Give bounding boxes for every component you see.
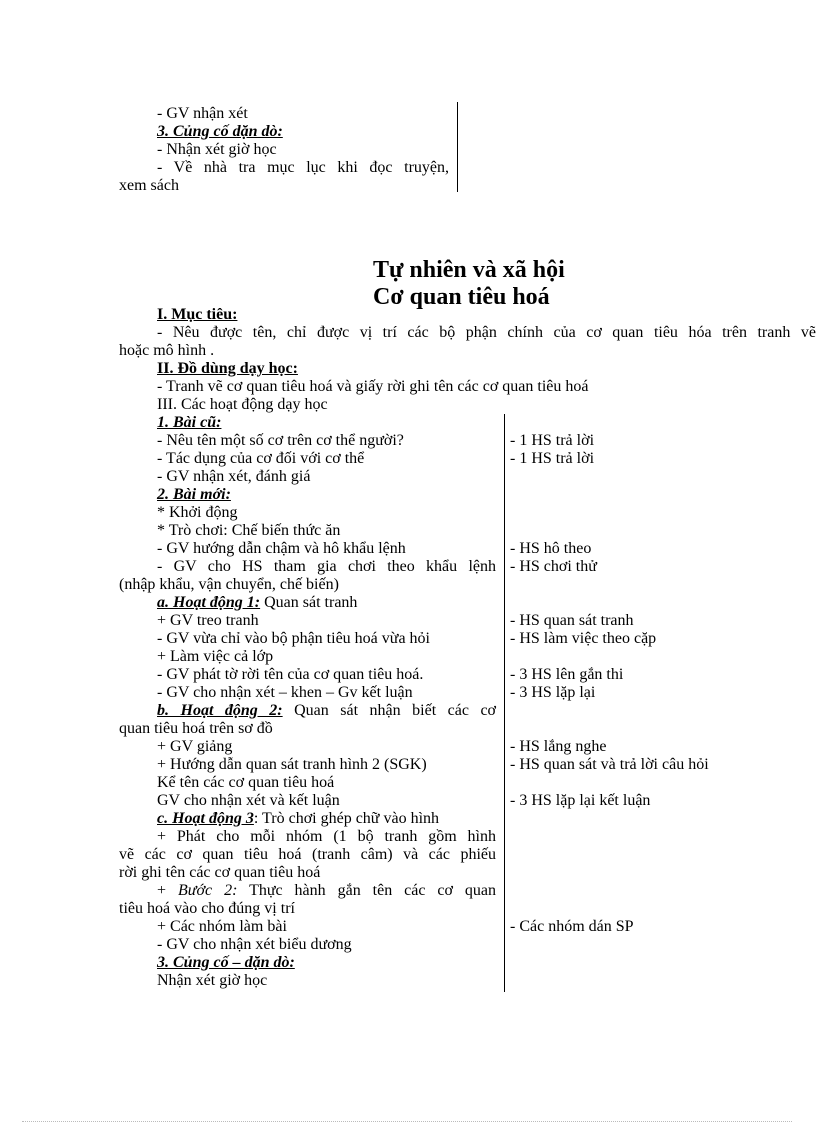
teacher-line: - GV nhận xét, đánh giá [157,468,311,485]
student-line: - 1 HS trả lời [510,450,595,467]
objectives-line-1: - Nêu được tên, chỉ được vị trí các bộ phận chính của cơ quan tiêu hóa trên tranh vẽ [157,324,816,341]
teacher-line: rời ghi tên các cơ quan tiêu hoá [119,864,321,881]
teacher-line: - GV cho HS tham gia chơi theo khẩu lệnh [157,558,496,575]
teacher-line: + Các nhóm làm bài [157,918,287,935]
teacher-line: * Trò chơi: Chế biến thức ăn [157,522,341,539]
student-line: - 1 HS trả lời [510,432,595,449]
teacher-line: - GV phát tờ rời tên của cơ quan tiêu hoá. [157,666,424,683]
teacher-line: + Hướng dẫn quan sát tranh hình 2 (SGK) [157,756,427,773]
step-2-label: Bước 2: [177,882,238,899]
teacher-line: Nhận xét giờ học [157,972,268,989]
teacher-line: - Nêu tên một số cơ trên cơ thể người? [157,432,404,449]
student-line: - 3 HS lặp lại kết luận [510,792,651,809]
lesson-title: Cơ quan tiêu hoá [373,284,550,310]
teacher-line: + Phát cho mỗi nhóm (1 bộ tranh gồm hình [157,828,496,845]
top-line-4: - Về nhà tra mục lục khi đọc truyện, [157,159,449,176]
activity-2-text: Quan sát nhận biết các cơ [282,702,497,719]
teacher-line: (nhập khẩu, vận chuyển, chế biến) [119,576,339,593]
student-line: - HS quan sát tranh [510,612,634,629]
teacher-line [157,810,439,828]
teacher-line: - Tác dụng của cơ đối với cơ thể [157,450,365,467]
teacher-line: tiêu hoá vào cho đúng vị trí [119,900,295,917]
top-line-1: - GV nhận xét [157,105,248,122]
top-line-5: xem sách [119,177,179,194]
student-line: - HS làm việc theo cặp [510,630,657,647]
teacher-line: 2. Bài mới: [157,486,231,503]
teacher-line: + GV giảng [157,738,233,755]
top-column-divider [457,102,458,192]
teacher-line: - GV vừa chỉ vào bộ phận tiêu hoá vừa hỏi [157,630,430,647]
teacher-line: + Làm việc cả lớp [157,648,274,665]
objectives-line-2: hoặc mô hình . [119,342,215,359]
materials-line-1: - Tranh vẽ cơ quan tiêu hoá và giấy rời ghi tên các cơ quan tiêu hoá [157,378,589,395]
student-line: - HS lắng nghe [510,738,607,755]
student-line: - 3 HS lên gắn thi [510,666,624,683]
teacher-line: Kể tên các cơ quan tiêu hoá [157,774,335,791]
teacher-line: quan tiêu hoá trên sơ đồ [119,720,273,737]
table-column-divider [504,414,505,992]
top-heading: 3. Củng cố dặn dò: [157,123,283,140]
objectives-heading: I. Mục tiêu: [157,306,238,323]
teacher-line: vẽ các cơ quan tiêu hoá (tranh câm) và các phiếu [119,846,496,863]
teacher-line [157,702,496,720]
activity-1-label: a. Hoạt động 1: [157,594,261,611]
page-bottom-border [22,1121,792,1122]
student-line: - HS hô theo [510,540,592,557]
student-line: - HS quan sát và trả lời câu hỏi [510,756,709,773]
student-line: - HS chơi thử [510,558,597,575]
subject-title: Tự nhiên và xã hội [373,257,565,283]
teacher-line: - GV cho nhận xét biểu dương [157,936,352,953]
activity-2-label: b. Hoạt động 2: [157,702,283,719]
activities-heading: III. Các hoạt động dạy học [157,396,328,413]
teacher-line [157,594,357,612]
teacher-line: 3. Củng cố – dặn dò: [157,954,295,971]
teacher-line: GV cho nhận xét và kết luận [157,792,340,809]
teacher-line: + GV treo tranh [157,612,259,629]
student-line: - 3 HS lặp lại [510,684,596,701]
teacher-line: 1. Bài cũ: [157,414,222,431]
step-2-prefix: + [157,882,178,899]
teacher-line: - GV hướng dẫn chậm và hô khẩu lệnh [157,540,406,557]
activity-3-text: : Trò chơi ghép chữ vào hình [253,810,440,827]
student-line: - Các nhóm dán SP [510,918,634,935]
teacher-line [157,882,496,900]
activity-1-text: Quan sát tranh [260,594,358,611]
teacher-line: * Khởi động [157,504,238,521]
materials-heading: II. Đồ dùng dạy học: [157,360,298,377]
teacher-line: - GV cho nhận xét – khen – Gv kết luận [157,684,413,701]
top-line-3: - Nhận xét giờ học [157,141,277,158]
step-2-text: Thực hành gắn tên các cơ quan [237,882,497,899]
activity-3-label: c. Hoạt động 3 [157,810,254,827]
